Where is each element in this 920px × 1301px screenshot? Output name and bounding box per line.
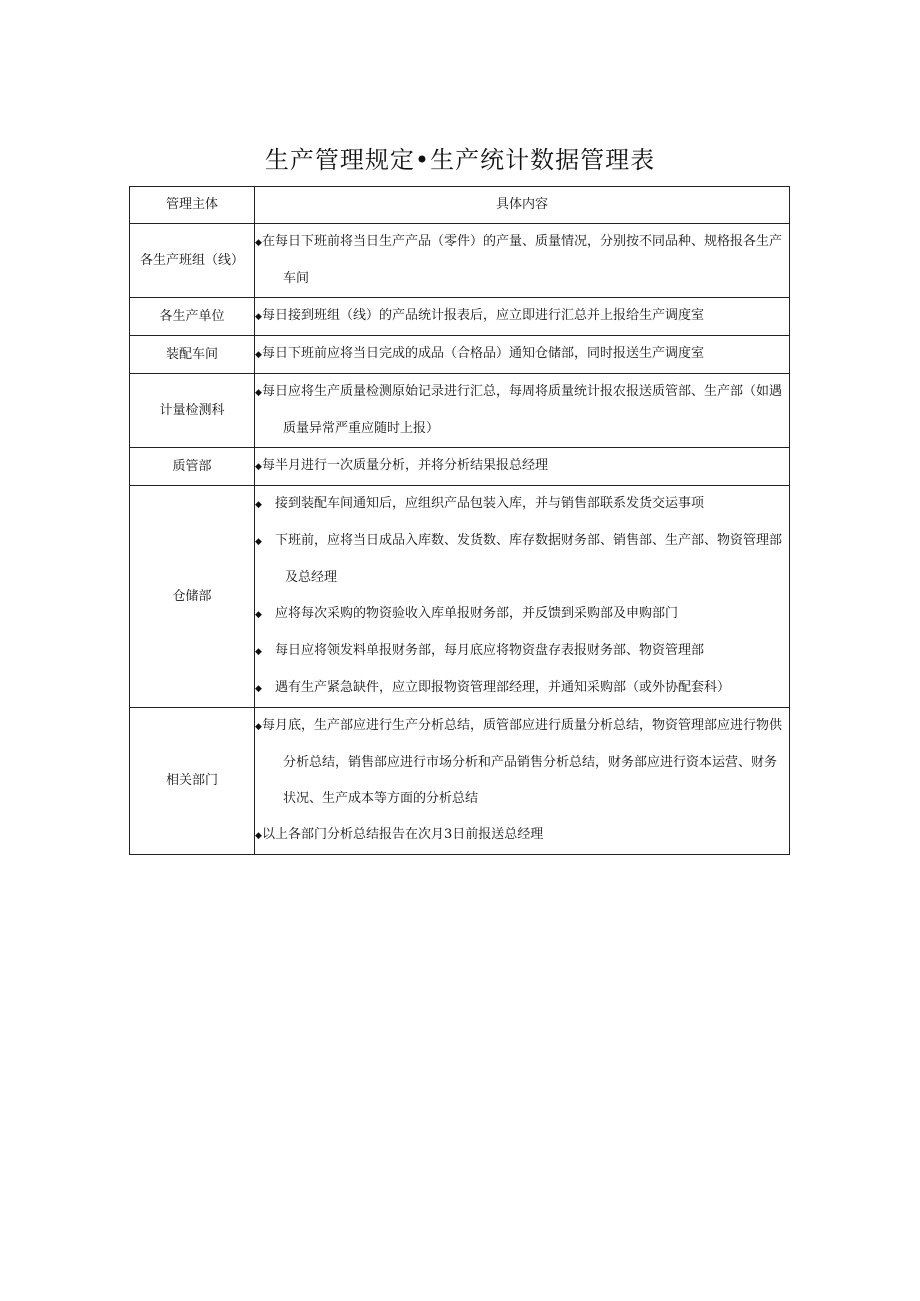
- table-row: [130, 486, 790, 708]
- table-row: [130, 708, 790, 855]
- content-item: ◆每日应将生产质量检测原始记录进行汇总，每周将质量统计报农报送质管部、生产部（如遇质量异常严重应随时上报）: [255, 374, 789, 447]
- row-subject: 质管部: [130, 448, 255, 486]
- diamond-bullet-icon: ◆: [255, 684, 262, 694]
- diamond-bullet-icon: ◆: [255, 722, 262, 732]
- row-subject: 各生产班组（线）: [130, 224, 255, 298]
- diamond-bullet-icon: ◆: [255, 462, 262, 472]
- diamond-bullet-icon: ◆: [255, 238, 262, 248]
- content-item: ◆每日下班前应将当日完成的成品（合格品）通知仓储部，同时报送生产调度室: [255, 336, 789, 373]
- table-row: [130, 298, 790, 336]
- content-item: ◆ 应将每次采购的物资验收入库单报财务部，并反馈到采购部及申购部门: [255, 596, 789, 633]
- diamond-bullet-icon: ◆: [255, 312, 262, 322]
- content-item: ◆ 每日应将领发料单报财务部，每月底应将物资盘存表报财务部、物资管理部: [255, 633, 789, 670]
- diamond-bullet-icon: ◆: [255, 647, 262, 657]
- row-subject: 仓储部: [130, 486, 255, 708]
- statistics-management-table: [129, 186, 790, 855]
- row-content: [255, 374, 790, 448]
- page-title: 生产管理规定•生产统计数据管理表: [264, 146, 656, 174]
- table-row: [130, 448, 790, 486]
- row-subject: 各生产单位: [130, 298, 255, 336]
- content-item: ◆每日接到班组（线）的产品统计报表后，应立即进行汇总并上报给生产调度室: [255, 298, 789, 335]
- header-subject: 管理主体: [130, 187, 255, 224]
- table-row: [130, 336, 790, 374]
- content-item: ◆ 下班前，应将当日成品入库数、发货数、库存数据财务部、销售部、生产部、物资管理部及总经理: [255, 523, 789, 596]
- diamond-bullet-icon: ◆: [255, 500, 262, 510]
- diamond-bullet-icon: ◆: [255, 610, 262, 620]
- table-header-row: [130, 187, 790, 224]
- diamond-bullet-icon: ◆: [255, 350, 262, 360]
- row-subject: 计量检测科: [130, 374, 255, 448]
- content-item: ◆ 遇有生产紧急缺件，应立即报物资管理部经理，并通知采购部（或外协配套科）: [255, 670, 789, 707]
- table-row: [130, 224, 790, 298]
- content-item: ◆在每日下班前将当日生产产品（零件）的产量、质量情况，分别按不同品种、规格报各生产车间: [255, 224, 789, 297]
- content-item: ◆ 接到装配车间通知后，应组织产品包装入库，并与销售部联系发货交运事项: [255, 486, 789, 523]
- diamond-bullet-icon: ◆: [255, 537, 262, 547]
- table-row: [130, 374, 790, 448]
- row-content: [255, 448, 790, 486]
- row-content: [255, 486, 790, 708]
- header-content: 具体内容: [255, 187, 790, 224]
- content-item: ◆以上各部门分析总结报告在次月3日前报送总经理: [255, 817, 789, 854]
- row-content: [255, 708, 790, 855]
- row-content: [255, 336, 790, 374]
- row-content: [255, 298, 790, 336]
- content-item: ◆每半月进行一次质量分析，并将分析结果报总经理: [255, 448, 789, 485]
- content-item: ◆每月底，生产部应进行生产分析总结，质管部应进行质量分析总结，物资管理部应进行物供分析总结，销售部应进行市场分析和产品销售分析总结，财务部应进行资本运营、财务状况、生产成本等方面的分析总结: [255, 708, 789, 817]
- row-subject: 装配车间: [130, 336, 255, 374]
- row-subject: 相关部门: [130, 708, 255, 855]
- row-content: [255, 224, 790, 298]
- diamond-bullet-icon: ◆: [255, 388, 262, 398]
- diamond-bullet-icon: ◆: [255, 831, 262, 841]
